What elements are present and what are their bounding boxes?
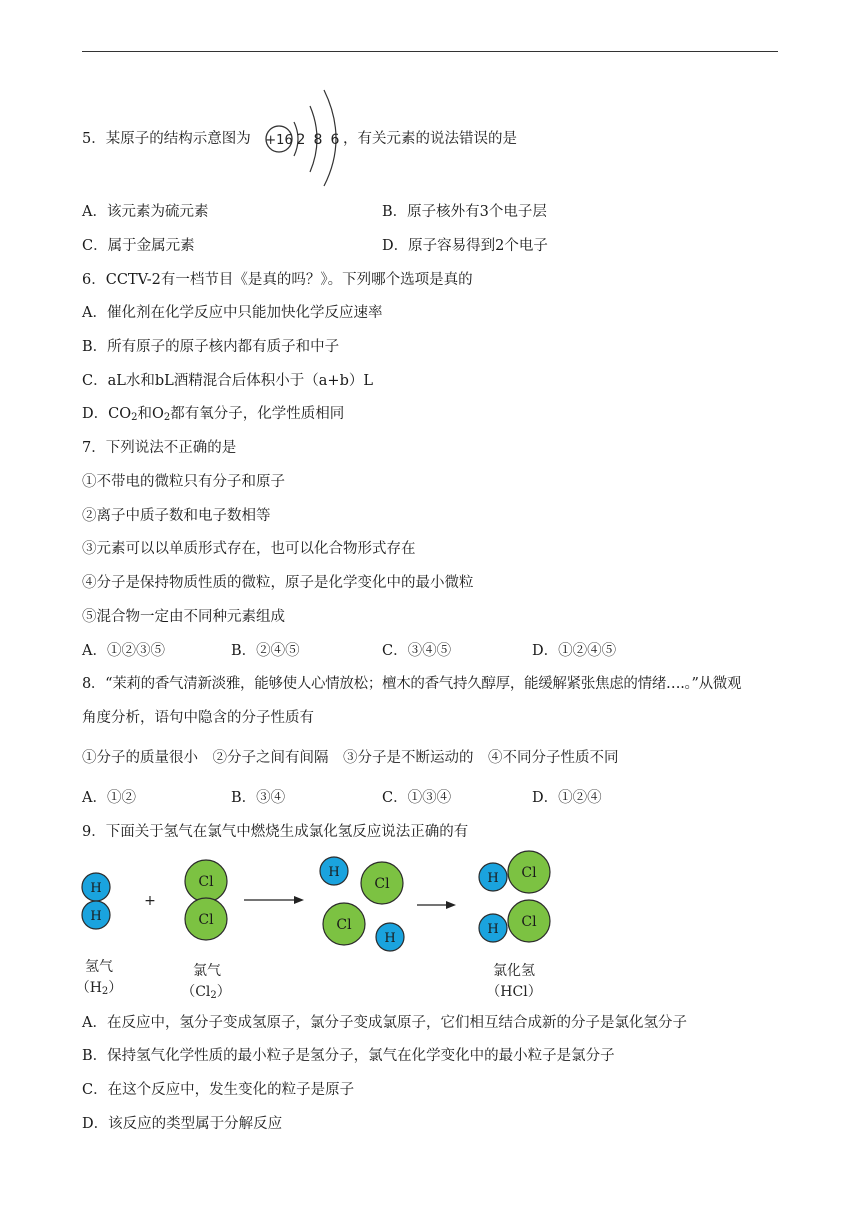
q8-option-c[interactable]: C．①③④ — [382, 790, 452, 806]
label-cl2: 氯气 — [193, 963, 221, 979]
q9-option-b[interactable]: B．保持氢气化学性质的最小粒子是氢分子，氯气在化学变化中的最小粒子是氯分子 — [82, 1048, 615, 1064]
q5-option-d[interactable]: D．原子容易得到2个电子 — [382, 238, 548, 254]
label-hcl: 氯化氢 — [493, 963, 535, 979]
cl2-formula-part: （Cl — [181, 984, 211, 1000]
q7-statement-2: ②离子中质子数和电子数相等 — [82, 508, 271, 524]
h2-formula-part: ） — [108, 980, 123, 996]
label-hcl-formula: （HCl） — [486, 984, 542, 1000]
q7-option-d[interactable]: D．①②④⑤ — [532, 643, 617, 659]
q7-statement-1: ①不带电的微粒只有分子和原子 — [82, 474, 285, 490]
hydrogen-chlorine-reaction-diagram — [78, 850, 578, 960]
hydrogen-symbol: H — [487, 922, 499, 937]
cl2-formula-sub: 2 — [210, 990, 217, 1001]
chlorine-symbol: Cl — [198, 912, 214, 928]
q9-option-a[interactable]: A．在反应中，氢分子变成氢原子，氯分子变成氯原子，它们相互结合成新的分子是氯化氢分子 — [82, 1015, 687, 1031]
shell-electrons-1: 2 — [296, 132, 306, 148]
q6-option-d[interactable] — [82, 404, 344, 424]
chlorine-symbol: Cl — [336, 917, 352, 933]
q9-option-d[interactable]: D．该反应的类型属于分解反应 — [82, 1116, 283, 1132]
q5-stem-post: ，有关元素的说法错误的是 — [343, 131, 517, 147]
q8-option-d[interactable]: D．①②④ — [532, 790, 602, 806]
reaction-arrow-2 — [417, 901, 456, 909]
q7-statement-3: ③元素可以以单质形式存在，也可以化合物形式存在 — [82, 541, 416, 557]
hydrogen-symbol: H — [90, 881, 102, 896]
plus-sign: + — [144, 893, 156, 909]
q9-stem: 9．下面关于氢气在氯气中燃烧生成氯化氢反应说法正确的有 — [82, 824, 469, 840]
hydrogen-symbol: H — [487, 871, 499, 886]
hydrogen-symbol: H — [384, 931, 396, 946]
shell-electrons-3: 6 — [330, 132, 340, 148]
atom-nucleus-charge: +16 — [265, 133, 293, 148]
header-rule — [82, 51, 778, 52]
chlorine-symbol: Cl — [374, 876, 390, 892]
q6-stem: 6．CCTV-2有一档节目《是真的吗？》。下列哪个选项是真的 — [82, 272, 473, 288]
chlorine-symbol: Cl — [198, 874, 214, 890]
q7-statement-5: ⑤混合物一定由不同种元素组成 — [82, 609, 285, 625]
q8-stem-line-1: 8．“茉莉的香气清新淡雅，能够使人心情放松；檀木的香气持久醇厚，能缓解紧张焦虑的情绪….。”从微观 — [82, 676, 742, 692]
q7-option-a[interactable]: A．①②③⑤ — [82, 643, 165, 659]
q6-d-part-1: D．CO — [82, 406, 132, 422]
q7-option-c[interactable]: C．③④⑤ — [382, 643, 452, 659]
q6-d-sub-1: 2 — [131, 412, 138, 423]
label-h2-formula — [72, 977, 126, 997]
cl2-molecule — [185, 860, 227, 940]
atom-structure-diagram — [258, 86, 354, 188]
q7-stem: 7．下列说法不正确的是 — [82, 440, 237, 456]
h2-molecule — [82, 873, 110, 929]
shell-electrons-2: 8 — [313, 132, 323, 148]
q5-stem — [82, 129, 251, 149]
q8-option-b[interactable]: B．③④ — [231, 790, 286, 806]
q6-d-part-2: 和O — [137, 406, 164, 422]
q8-option-a[interactable]: A．①② — [82, 790, 136, 806]
hydrogen-symbol: H — [328, 865, 340, 880]
q5-option-b[interactable]: B．原子核外有3个电子层 — [382, 204, 547, 220]
q8-stem-line-2: 角度分析，语句中隐含的分子性质有 — [82, 710, 314, 726]
q7-statement-4: ④分子是保持物质性质的微粒，原子是化学变化中的最小微粒 — [82, 575, 474, 591]
q9-option-c[interactable]: C．在这个反应中，发生变化的粒子是原子 — [82, 1082, 355, 1098]
chlorine-symbol: Cl — [521, 865, 537, 881]
q5-stem-pre: 5．某原子的结构示意图为 — [82, 131, 251, 147]
q7-option-b[interactable]: B．②④⑤ — [231, 643, 300, 659]
label-h2: 氢气 — [85, 959, 113, 975]
q5-option-c[interactable]: C．属于金属元素 — [82, 238, 195, 254]
h2-formula-part: （H — [75, 980, 102, 996]
h2-formula-sub: 2 — [101, 986, 109, 997]
hcl-molecule — [479, 851, 550, 893]
q6-d-sub-2: 2 — [163, 412, 171, 423]
chlorine-symbol: Cl — [521, 914, 537, 930]
q6-d-part-3: 都有氧分子，化学性质相同 — [170, 406, 345, 422]
q6-option-c[interactable]: C．aL水和bL酒精混合后体积小于（a+b）L — [82, 373, 373, 389]
q5-option-a[interactable]: A．该元素为硫元素 — [82, 204, 209, 220]
cl2-formula-part: ） — [216, 984, 231, 1000]
q6-option-a[interactable]: A．催化剂在化学反应中只能加快化学反应速率 — [82, 305, 383, 321]
separated-atoms — [320, 857, 404, 951]
reaction-arrow-1 — [244, 896, 304, 904]
q6-option-b[interactable]: B．所有原子的原子核内都有质子和中子 — [82, 339, 340, 355]
hcl-molecule — [479, 900, 550, 942]
label-cl2-formula — [176, 981, 236, 1001]
q8-statements: ①分子的质量很小 ②分子之间有间隔 ③分子是不断运动的 ④不同分子性质不同 — [82, 750, 619, 766]
hydrogen-symbol: H — [90, 909, 102, 924]
